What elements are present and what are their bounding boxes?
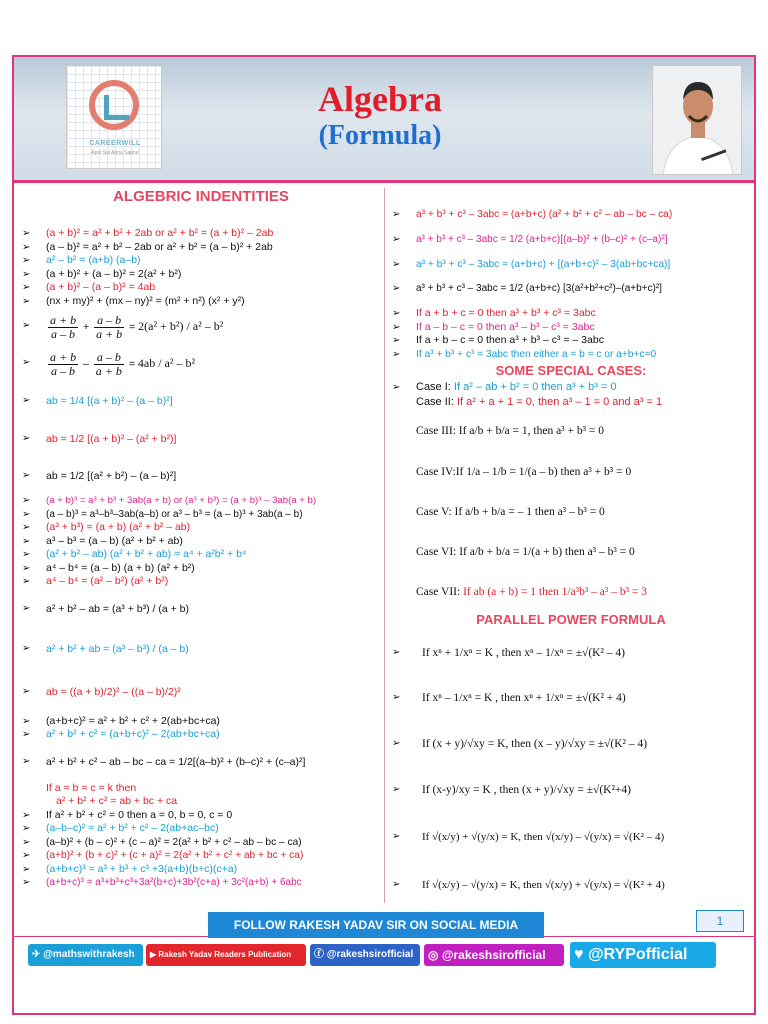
logo-text: CAREERWILL xyxy=(89,140,141,147)
formula-line: ➢ (a² + b² – ab) (a² + b² + ab) = a⁴ + a²b² + b⁴ xyxy=(20,548,382,562)
formula-line: ➢ $\frac{a + b}{a - b}$ + $\frac{a - b}{a + b}$ = 2(a² + b²) / a² – b² xyxy=(20,308,382,344)
formula-line: ➢ a³ + b³ + c³ – 3abc = (a+b+c) (a² + b² + c² – ab – bc – ca) xyxy=(390,208,752,222)
formula-line: If a = b = c = k then xyxy=(46,781,137,794)
teacher-photo xyxy=(652,65,742,175)
section-title-parallel: PARALLEL POWER FORMULA xyxy=(476,612,666,627)
formula-line: ➢ (a+b+c)² = a² + b² + c² + 2(ab+bc+ca) xyxy=(20,715,382,729)
case-label: Case I: xyxy=(416,381,451,393)
case-line: Case V: If a/b + b/a = – 1 then a³ – b³ = 0 xyxy=(416,506,605,518)
twitter-icon: ♥ xyxy=(574,946,588,963)
header-divider xyxy=(14,180,754,183)
formula-line: ➢ ab = ((a + b)/2)² – ((a – b)/2)² xyxy=(20,669,382,715)
section-title-identities: ALGEBRIC INDENTITIES xyxy=(113,188,289,205)
power-line: ➢ If (x-y)/xy = K , then (x + y)/√xy = ±√(K²+4) xyxy=(390,767,752,813)
column-divider xyxy=(384,188,385,903)
case-line: Case III: If a/b + b/a = 1, then a³ + b³ = 0 xyxy=(416,425,605,437)
facebook-icon: ⓕ xyxy=(314,949,327,960)
page-title: Algebra xyxy=(318,79,442,119)
telegram-icon: ✈ xyxy=(32,949,44,960)
formula-line: ➢ a² + b² – ab = (a³ + b³) / (a + b) xyxy=(20,589,382,629)
formula-line: ➢ a³ – b³ = (a – b) (a² + b² + ab) xyxy=(20,535,382,549)
formula-line: ➢ a⁴ – b⁴ = (a² – b²) (a² + b²) xyxy=(20,575,382,589)
follow-banner: FOLLOW RAKESH YADAV SIR ON SOCIAL MEDIA xyxy=(208,912,544,938)
formula-line: ➢ a³ + b³ + c³ – 3abc = 1/2 (a+b+c) [3(a²+b²+c²)–(a+b+c)²] xyxy=(390,271,752,307)
case-label: Case VII: xyxy=(416,586,461,598)
formula-line: ➢ a² + b² + c² = (a+b+c)² – 2(ab+bc+ca) xyxy=(20,728,382,742)
formula-line: ➢ (a + b)³ = a³ + b³ + 3ab(a + b) or (a³ + b³) = (a + b)³ – 3ab(a + b) xyxy=(20,494,382,508)
formula-line: ➢ (a–b)² + (b – c)² + (c – a)² = 2(a² + b² + c² – ab – bc – ca) xyxy=(20,836,382,850)
formula-line: ➢ If a² + b² + c² = 0 then a = 0, b = 0, c = 0 xyxy=(20,809,382,823)
case-line: Case VI: If a/b + b/a = 1/(a + b) then a³ – b³ = 0 xyxy=(416,546,635,558)
formula-line: ➢ (nx + my)² + (mx – ny)² = (m² + n²) (x² + y²) xyxy=(20,295,382,309)
formula-line: ➢ If a + b – c = 0 then a³ + b³ – c³ = – 3abc xyxy=(390,334,752,348)
twitter-handle: @RYPofficial xyxy=(587,946,688,963)
formula-line: ➢ (a+b+c)³ = a³ + b³ + c³ +3(a+b)(b+c)(c+a) xyxy=(20,863,382,877)
case-line xyxy=(390,395,752,410)
formula-line: ➢ a⁴ – b⁴ = (a – b) (a + b) (a² + b²) xyxy=(20,562,382,576)
formula-rhs: 2(a² + b²) / a² – b² xyxy=(138,319,224,333)
logo-tagline: Apni Sui Apna Sapne xyxy=(91,150,139,156)
formula-line: ➢ ab = 1/4 [(a + b)² – (a – b)²] xyxy=(20,382,382,420)
formula-line: ➢ (a+b+c)³ = a³+b³+c³+3a²(b+c)+3b²(c+a) + 3c²(a+b) + 6abc xyxy=(20,876,382,890)
twitter-link[interactable] xyxy=(570,942,716,968)
facebook-handle: @rakeshsirofficial xyxy=(326,949,414,960)
case-label: Case II: xyxy=(416,396,454,408)
logo-mark-icon xyxy=(89,80,139,130)
formula-line: ➢ (a + b)² – (a – b)² = 4ab xyxy=(20,281,382,295)
careerwill-logo xyxy=(66,65,162,169)
instagram-link[interactable] xyxy=(424,944,564,966)
case-line xyxy=(390,380,752,395)
formula-line: ➢ If a – b – c = 0 then a³ – b³ – c³ = 3abc xyxy=(390,321,752,335)
formula-line: ➢ $\frac{a + b}{a - b}$ – $\frac{a - b}{a + b}$ = 4ab / a² – b² xyxy=(20,344,382,382)
youtube-handle: Rakesh Yadav Readers Publication xyxy=(158,950,292,959)
power-line: ➢ If √(x/y) + √(y/x) = K, then √(x/y) – √(y/x) = √(K² – 4) xyxy=(390,813,752,861)
formula-line: ➢ (a – b)² = a² + b² – 2ab or a² + b² = (a – b)² + 2ab xyxy=(20,241,382,255)
formula-line: ➢ If a + b + c = 0 then a³ + b³ + c³ = 3abc xyxy=(390,307,752,321)
case-line xyxy=(390,572,752,612)
formula-rhs: 4ab / a² – b² xyxy=(137,356,196,370)
formula-line: ➢ (a³ + b³) = (a + b) (a² + b² – ab) xyxy=(20,521,382,535)
formula-line: ➢ a² – b² = (a+b) (a–b) xyxy=(20,254,382,268)
section-title-special: SOME SPECIAL CASES: xyxy=(495,363,647,378)
left-column xyxy=(20,188,382,890)
formula-line: a² + b² + c² = ab + bc + ca xyxy=(56,795,178,807)
facebook-link[interactable] xyxy=(310,944,420,966)
formula-line: ➢ (a–b–c)² = a² + b² + c² – 2(ab+ac–bc) xyxy=(20,822,382,836)
case-text: If a² + a + 1 = 0, then a³ – 1 = 0 and a³ = 1 xyxy=(456,396,663,408)
youtube-link[interactable] xyxy=(146,944,306,966)
telegram-link[interactable] xyxy=(28,944,143,966)
right-column xyxy=(390,188,752,909)
power-line: ➢ If √(x/y) – √(y/x) = K, then √(x/y) + √(y/x) = √(K² + 4) xyxy=(390,861,752,909)
formula-line: ➢ (a + b)² = a² + b² + 2ab or a² + b² = (a + b)² – 2ab xyxy=(20,227,382,241)
formula-line: ➢ ab = 1/2 [(a + b)² – (a² + b²)] xyxy=(20,420,382,458)
case-line: Case IV:If 1/a – 1/b = 1/(a – b) then a³ + b³ = 0 xyxy=(416,466,632,478)
page-subtitle: (Formula) xyxy=(318,120,442,151)
page-number: 1 xyxy=(696,910,744,932)
formula-line: ➢ a³ + b³ + c³ – 3abc = (a+b+c) + [(a+b+c)² – 3(ab+bc+ca)] xyxy=(390,258,752,272)
youtube-icon: ▶ xyxy=(150,950,159,959)
person-portrait-icon xyxy=(653,66,742,175)
formula-line: ➢ a² + b² + ab = (a³ – b³) / (a – b) xyxy=(20,629,382,669)
formula-line: ➢ (a+b)² + (b + c)² + (c + a)² = 2(a² + b² + c² + ab + bc + ca) xyxy=(20,849,382,863)
case-text: If ab (a + b) = 1 then 1/a³b³ – a³ – b³ = 3 xyxy=(463,586,648,598)
instagram-icon: ◎ xyxy=(428,948,442,962)
instagram-handle: @rakeshsirofficial xyxy=(441,948,546,962)
power-line: ➢ If (x + y)/√xy = K, then (x – y)/√xy = ±√(K² – 4) xyxy=(390,721,752,767)
case-text: If a² – ab + b² = 0 then a³ + b³ = 0 xyxy=(453,381,617,393)
formula-line: ➢ If a³ + b³ + c³ = 3abc then either a = b = c or a+b+c=0 xyxy=(390,348,752,362)
formula-line: ➢ a³ + b³ + c³ – 3abc = 1/2 (a+b+c)[(a–b)² + (b–c)² + (c–a)²] xyxy=(390,222,752,258)
telegram-handle: @mathswithrakesh xyxy=(43,949,135,960)
power-line: ➢ If xⁿ + 1/xⁿ = K , then xⁿ – 1/xⁿ = ±√(K² – 4) xyxy=(390,631,752,675)
formula-line: ➢ (a + b)² + (a – b)² = 2(a² + b²) xyxy=(20,268,382,282)
formula-line: ➢ a² + b² + c² – ab – bc – ca = 1/2[(a–b)² + (b–c)² + (c–a)²] xyxy=(20,742,382,782)
power-line: ➢ If xⁿ – 1/xⁿ = K , then xⁿ + 1/xⁿ = ±√(K² + 4) xyxy=(390,675,752,721)
formula-line: ➢ ab = 1/2 [(a² + b²) – (a – b)²] xyxy=(20,458,382,494)
formula-line: ➢ (a – b)³ = a³–b³–3ab(a–b) or a³ – b³ = (a – b)³ + 3ab(a – b) xyxy=(20,508,382,522)
